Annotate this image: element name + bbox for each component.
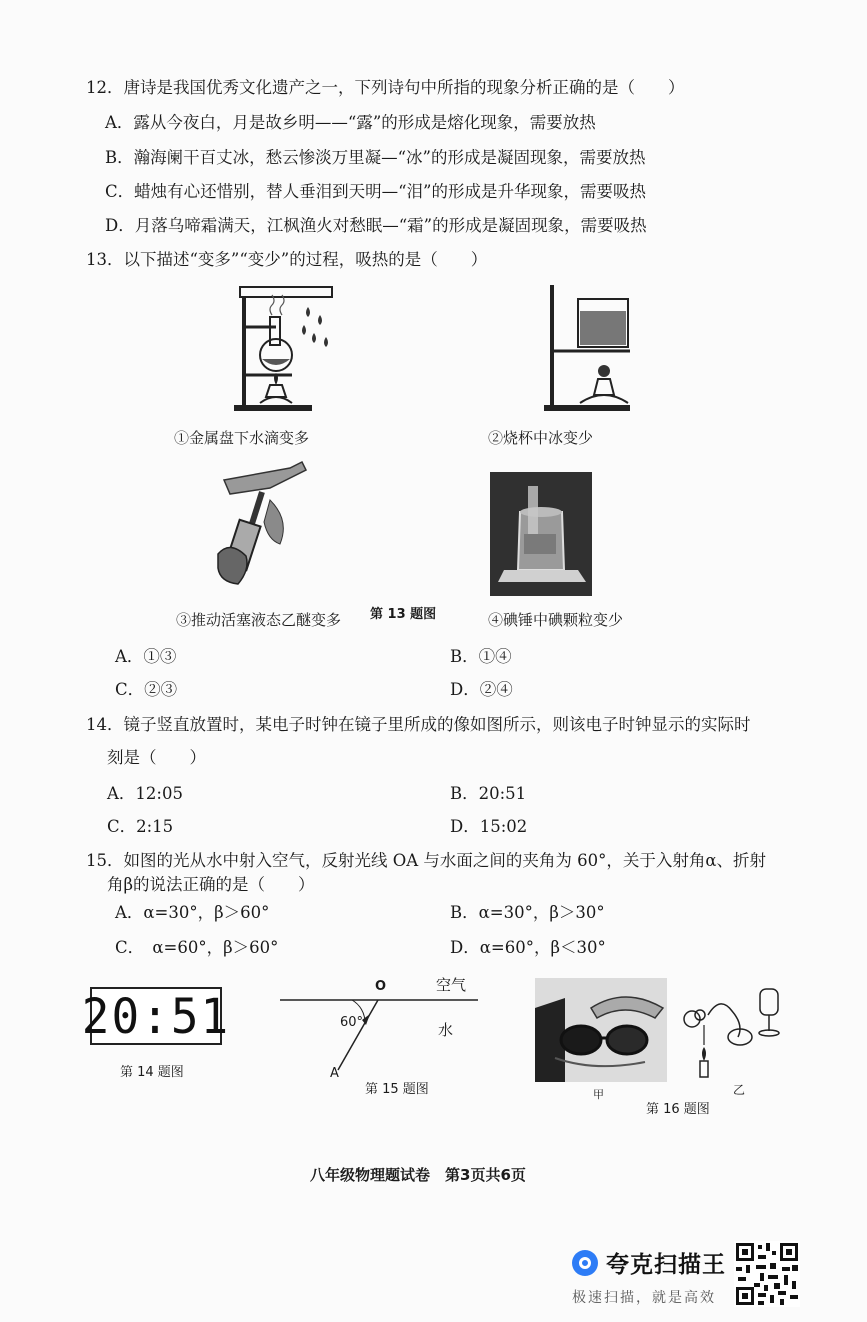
qr-code-icon	[734, 1241, 800, 1307]
digital-clock-figure	[81, 987, 231, 1045]
beaker-ice-apparatus-figure	[540, 283, 640, 415]
q12-option-b: B．瀚海阑干百丈冰，愁云惨淡万里凝—“冰”的形成是凝固现象，需要放热	[105, 148, 646, 167]
quark-logo-icon	[572, 1250, 598, 1276]
glasses-photo	[535, 978, 667, 1082]
figure-15-label: 第 15 题图	[365, 1082, 429, 1097]
figure-13-label: 第 13 题图	[370, 607, 437, 622]
q14-stem-line1: 14．镜子竖直放置时，某电子时钟在镜子里所成的像如图所示，则该电子时钟显示的实际时	[86, 715, 751, 734]
brand-slogan: 极速扫描，就是高效	[572, 1290, 716, 1306]
syringe-figure	[210, 460, 310, 590]
q14-option-a: A．12:05	[107, 784, 183, 803]
brand-name: 夸克扫描王	[606, 1252, 726, 1278]
angle-label: 60°	[340, 1015, 364, 1030]
q13-option-d: D．②④	[450, 680, 513, 699]
point-a-label: A	[330, 1066, 339, 1081]
q15-stem-line2: 角β的说法正确的是（ ）	[107, 875, 315, 894]
q14-option-d: D．15:02	[450, 817, 528, 836]
page-footer: 八年级物理题试卷 第3页共6页	[310, 1166, 526, 1184]
point-o-label: O	[375, 979, 387, 994]
q12-option-a: A．露从今夜白，月是故乡明——“露”的形成是熔化现象，需要放热	[105, 113, 596, 132]
caption-4: ④碘锤中碘颗粒变少	[488, 611, 624, 629]
caption-3: ③推动活塞液态乙醚变多	[176, 611, 342, 629]
clock-display: 20:51	[81, 987, 231, 1045]
figure-14-label: 第 14 题图	[120, 1065, 184, 1080]
q13-option-c: C．②③	[115, 680, 178, 699]
q12-option-d: D．月落乌啼霜满天，江枫渔火对愁眠—“霜”的形成是凝固现象，需要吸热	[105, 216, 647, 235]
jia-label: 甲	[593, 1088, 604, 1101]
metal-plate-apparatus-figure	[230, 285, 350, 415]
air-label: 空气	[436, 976, 467, 994]
q14-option-c: C．2:15	[107, 817, 174, 836]
q13-option-b: B．①④	[450, 647, 512, 666]
figure-16-label: 第 16 题图	[646, 1102, 710, 1117]
q15-option-c: C． α=60°，β＞60°	[115, 938, 279, 957]
q14-stem-line2: 刻是（ ）	[107, 748, 206, 767]
caption-1: ①金属盘下水滴变多	[174, 429, 310, 447]
q15-stem-line1: 15．如图的光从水中射入空气，反射光线 OA 与水面之间的夹角为 60°，关于入射角α、折射	[86, 851, 767, 870]
q14-option-b: B．20:51	[450, 784, 527, 803]
iodine-hammer-photo	[490, 472, 592, 596]
q12-option-c: C．蜡烛有心还惜别，替人垂泪到天明—“泪”的形成是升华现象，需要吸热	[105, 182, 646, 201]
water-label: 水	[438, 1021, 454, 1039]
q12-stem: 12．唐诗是我国优秀文化遗产之一，下列诗句中所指的现象分析正确的是（ ）	[86, 78, 685, 97]
q15-option-d: D．α=60°，β＜30°	[450, 938, 606, 957]
q15-option-b: B．α=30°，β＞30°	[450, 903, 605, 922]
heating-apparatus-sketch	[680, 985, 790, 1080]
caption-2: ②烧杯中冰变少	[488, 429, 594, 447]
q15-option-a: A．α=30°，β＞60°	[115, 903, 270, 922]
q13-option-a: A．①③	[115, 647, 177, 666]
yi-label: 乙	[733, 1083, 746, 1097]
q13-stem: 13．以下描述“变多”“变少”的过程，吸热的是（ ）	[86, 250, 488, 269]
scanner-brand	[572, 1246, 726, 1279]
